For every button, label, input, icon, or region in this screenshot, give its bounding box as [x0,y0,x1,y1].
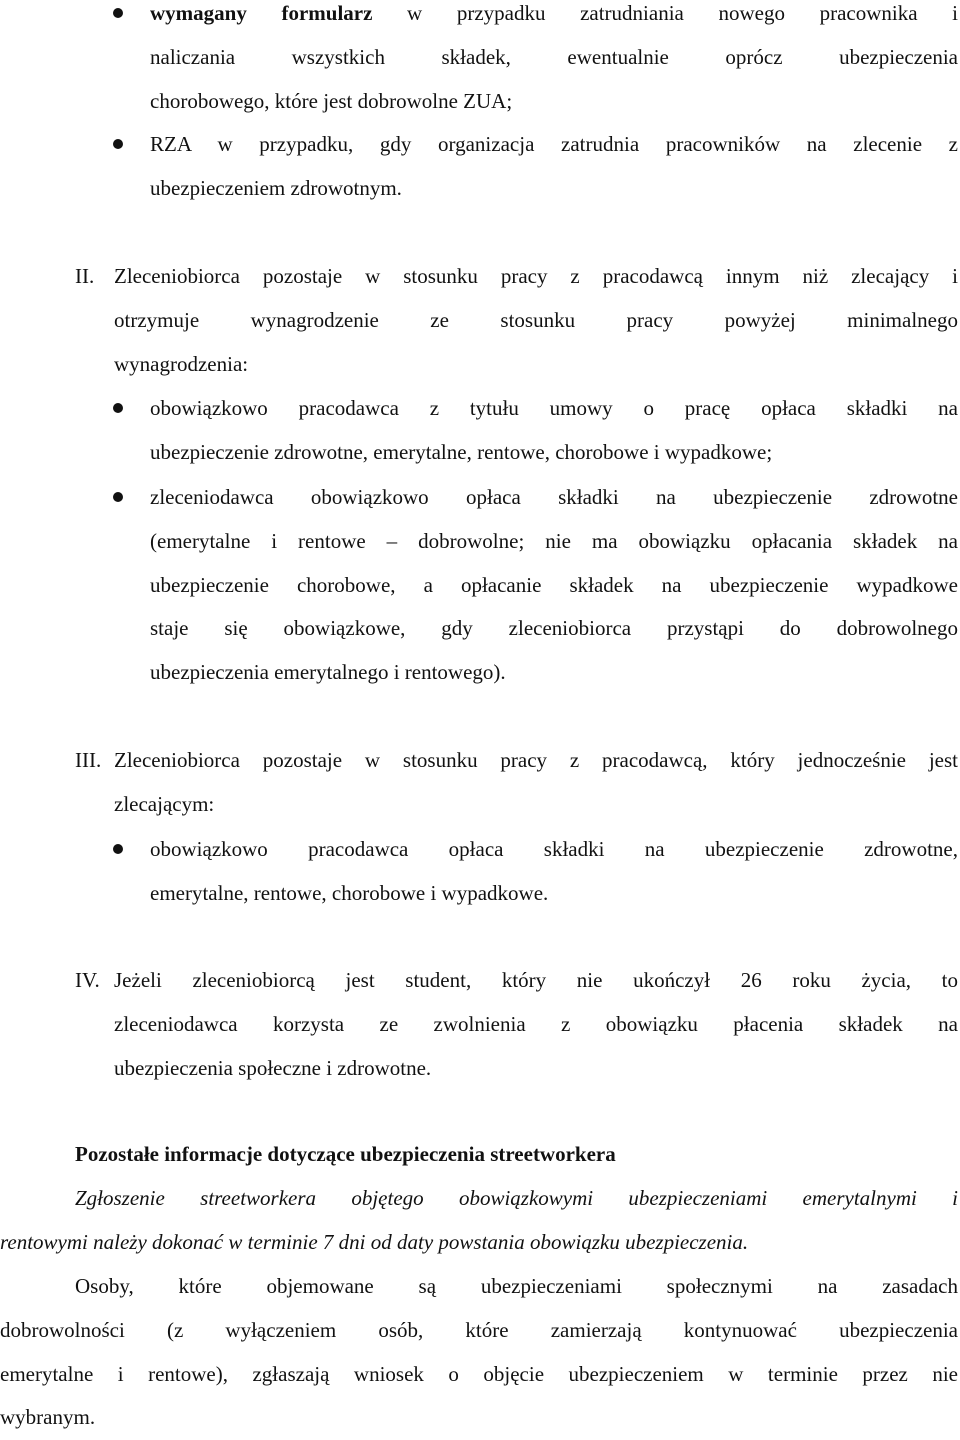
paragraph [0,1265,958,1440]
text-line: emerytalne, rentowe, chorobowe i wypadkowe. [150,880,549,905]
text-line: chorobowego, które jest dobrowolne ZUA; [150,88,513,113]
text-line: Zgłoszenie streetworkera objętego obowiązkowymi ubezpieczeniami emerytalnymi i [75,1186,958,1210]
section-number: II. [75,264,95,288]
text-line: ubezpieczenia emerytalnego i rentowego). [150,660,506,685]
text-line: ubezpieczenia społeczne i zdrowotne. [114,1055,432,1080]
text-line: Jeżeli zleceniobiorcą jest student, który nie ukończył 26 roku życia, to [114,968,958,992]
section-heading: Pozostałe informacje dotyczące ubezpieczenia streetworkera [75,1142,616,1166]
text-line: naliczania wszystkich składek, ewentualnie oprócz ubezpieczenia [150,44,958,69]
text-line: Zleceniobiorca pozostaje w stosunku pracy z pracodawcą, który jednocześnie jest [114,748,958,772]
section-number: IV. [75,968,100,992]
section-text [114,959,958,1090]
text-line: zlecającym: [114,791,215,816]
text-line: Osoby, które objemowane są ubezpieczeniami społecznymi na zasadach [75,1274,958,1298]
text-line: (emerytalne i rentowe – dobrowolne; nie ma obowiązku opłacania składek na [150,528,958,553]
text-line: dobrowolności (z wyłączeniem osób, które zamierzają kontynuować ubezpieczenia [0,1317,958,1342]
section-number: III. [75,748,102,772]
text-line: zleceniodawca korzysta ze zwolnienia z obowiązku płacenia składek na [114,1011,958,1036]
bullet-icon [113,403,123,413]
list-item [150,0,958,123]
text-line: ubezpieczeniem zdrowotnym. [150,175,402,200]
italic-paragraph [0,1177,958,1265]
text-line: wymagany formularz w przypadku zatrudniania nowego pracownika i [150,1,958,25]
bullet-icon [113,492,123,502]
text-line: ubezpieczenie chorobowe, a opłacanie składek na ubezpieczenie wypadkowe [150,572,958,597]
bullet-icon [113,844,123,854]
list-item [150,387,958,475]
text-line: emerytalne i rentowe), zgłaszają wniosek o objęcie ubezpieczeniem w terminie przez nie [0,1361,958,1386]
list-item [150,476,958,695]
bullet-icon [113,139,123,149]
text-line: otrzymuje wynagrodzenie ze stosunku pracy powyżej minimalnego [114,307,958,332]
section-text [114,739,958,827]
bold-term: wymagany formularz [150,1,373,25]
section-text [114,255,958,386]
bullet-icon [113,8,123,18]
text-line: obowiązkowo pracodawca z tytułu umowy o pracę opłaca składki na [150,396,958,420]
text-line: staje się obowiązkowe, gdy zleceniobiorca przystąpi do dobrowolnego [150,616,958,641]
list-item [150,123,958,211]
text-line: wybranym. [0,1405,96,1430]
text-line: zleceniodawca obowiązkowo opłaca składki na ubezpieczenie zdrowotne [150,485,958,509]
text-line: rentowymi należy dokonać w terminie 7 dni od daty powstania obowiązku ubezpieczenia. [0,1229,749,1254]
text-line: RZA w przypadku, gdy organizacja zatrudnia pracowników na zlecenie z [150,132,958,156]
text-line: Zleceniobiorca pozostaje w stosunku pracy z pracodawcą innym niż zlecający i [114,264,958,288]
text-line: obowiązkowo pracodawca opłaca składki na ubezpieczenie zdrowotne, [150,837,958,861]
text-line: wynagrodzenia: [114,351,249,376]
text-line: ubezpieczenie zdrowotne, emerytalne, rentowe, chorobowe i wypadkowe; [150,439,773,464]
list-item [150,828,958,916]
